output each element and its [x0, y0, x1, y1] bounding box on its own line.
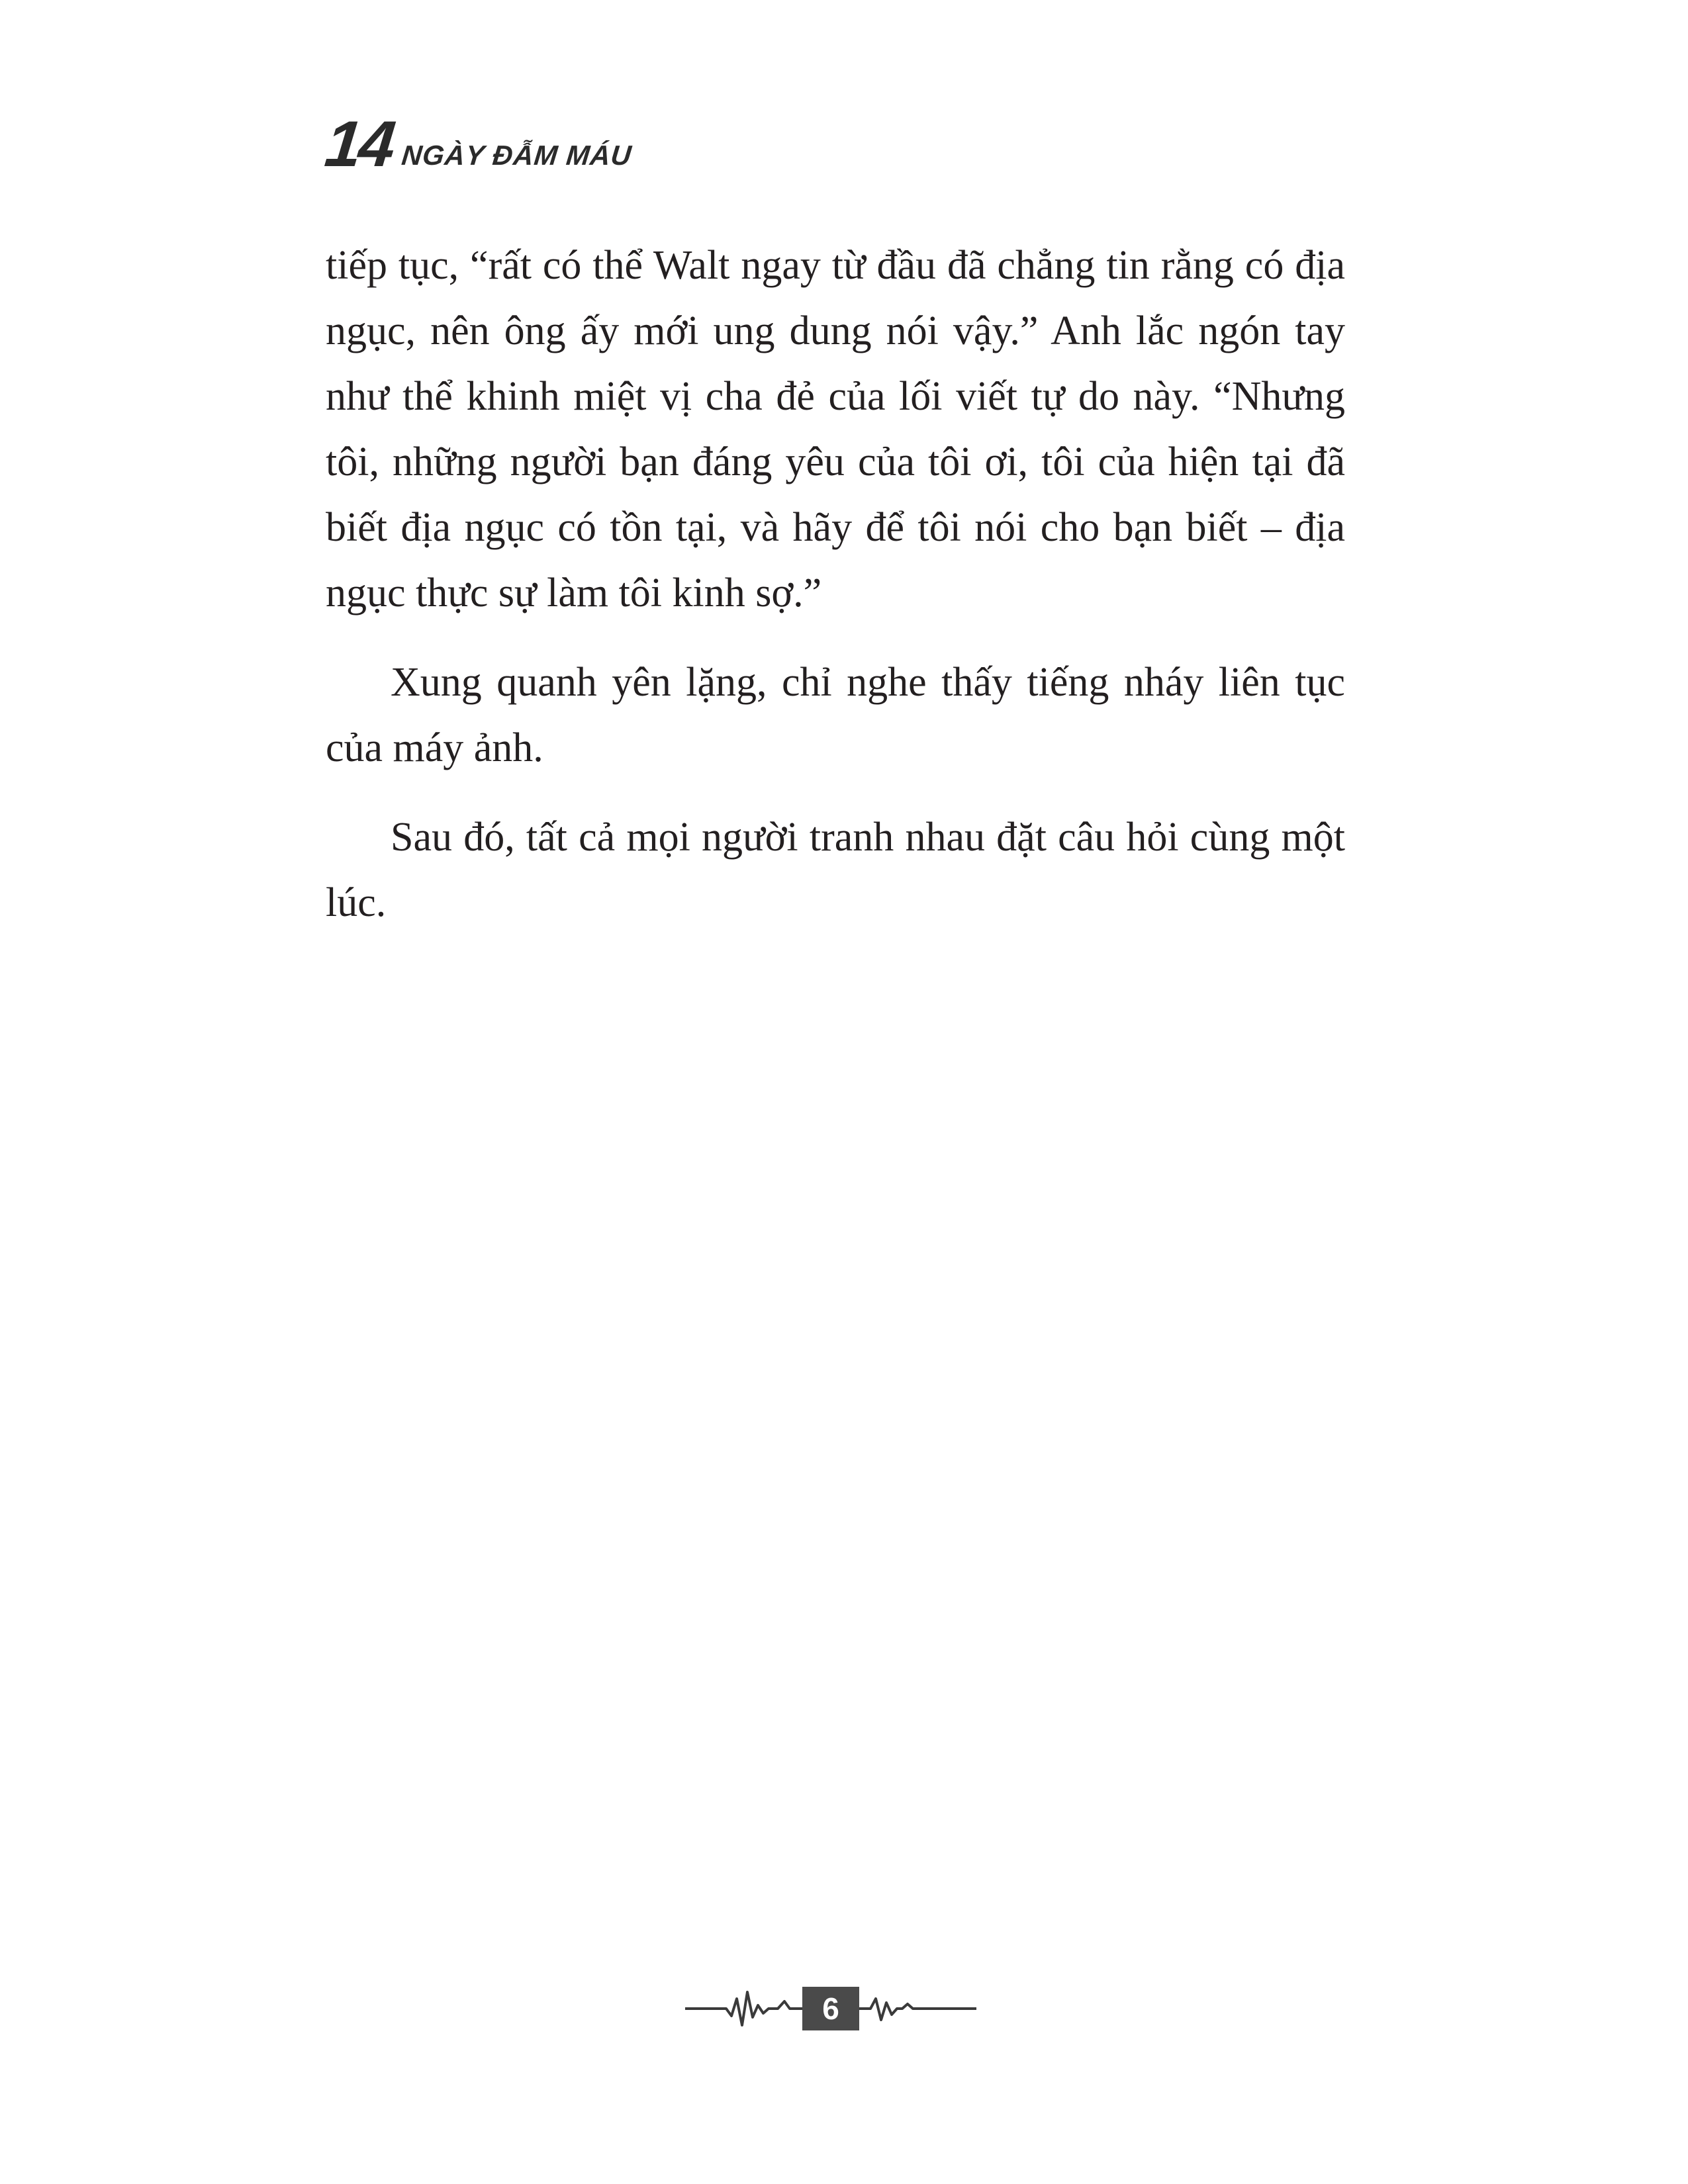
- header-book-title: NGÀY ĐẪM MÁU: [400, 140, 633, 171]
- paragraph-2: Xung quanh yên lặng, chỉ nghe thấy tiếng nháy liên tục của máy ảnh.: [326, 660, 1345, 770]
- header-number: 14: [322, 107, 397, 180]
- page-folio: [685, 1979, 976, 2038]
- page-number-box: [802, 1987, 859, 2030]
- body-text: [326, 233, 1345, 960]
- page-number: 6: [822, 1991, 839, 2026]
- paragraph-3: Sau đó, tất cả mọi người tranh nhau đặt câu hỏi cùng một lúc.: [326, 815, 1345, 925]
- running-header: [322, 107, 633, 180]
- paragraph-1: tiếp tục, “rất có thể Walt ngay từ đầu đã chẳng tin rằng có địa ngục, nên ông ấy mới ung dung nói vậy.” Anh lắc ngón tay như thể khinh miệt vị cha đẻ của lối viết tự do này. “Nhưng tôi, những người bạn đáng yêu của tôi ơi, tôi của hiện tại đã biết địa ngục có tồn tại, và hãy để tôi nói cho bạn biết – địa ngục thực sự làm tôi kinh sợ.”: [326, 243, 1345, 615]
